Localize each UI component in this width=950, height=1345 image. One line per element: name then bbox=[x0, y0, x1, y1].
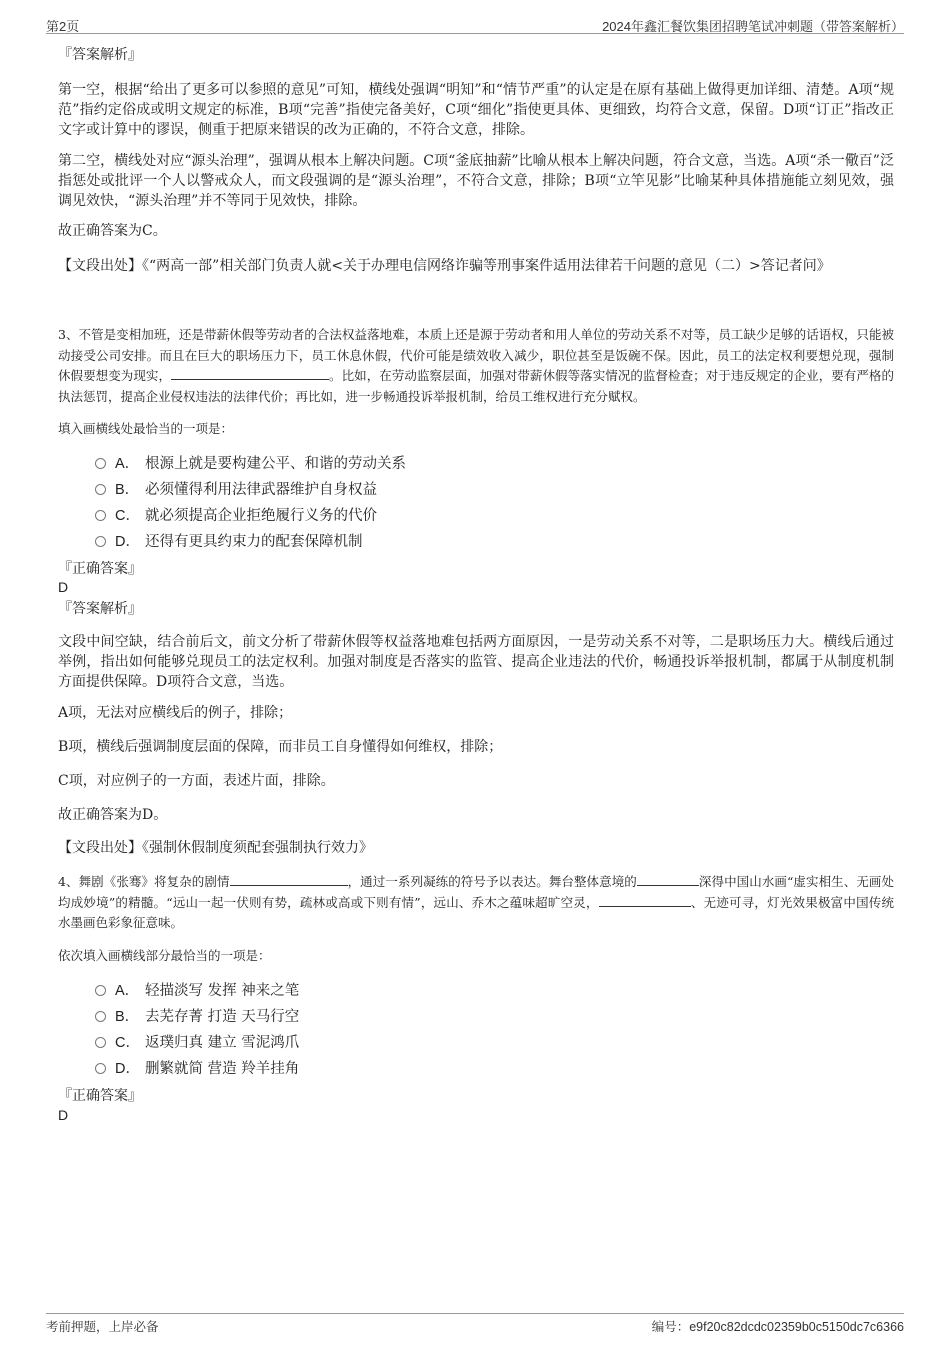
q2-analysis-label: 『答案解析』 bbox=[58, 47, 142, 63]
q4-option-d[interactable]: D． 删繁就简 营造 羚羊挂角 bbox=[95, 1059, 299, 1079]
q3-instruction: 填入画横线处最恰当的一项是： bbox=[58, 421, 234, 436]
q4-stem bbox=[58, 872, 894, 934]
q4-option-c[interactable]: C． 返璞归真 建立 雪泥鸿爪 bbox=[95, 1033, 299, 1053]
radio-icon[interactable] bbox=[95, 484, 106, 495]
page-number: 第2页 bbox=[46, 19, 80, 34]
footer-code-label: 编号： bbox=[651, 1319, 690, 1334]
q3-source: 【文段出处】《强制休假制度须配套强制执行效力》 bbox=[58, 840, 373, 856]
q4-blank-2 bbox=[637, 872, 699, 886]
q3-note-b: B项，横线后强调制度层面的保障，而非员工自身懂得如何维权，排除； bbox=[58, 739, 503, 755]
radio-icon[interactable] bbox=[95, 985, 106, 996]
q4-stem-part4: 、无迹可寻，灯光效果极富中国传统水墨画色彩象征意味。 bbox=[58, 894, 894, 930]
q4-answer-label: 『正确答案』 bbox=[58, 1088, 142, 1104]
q2-conclusion: 故正确答案为C。 bbox=[58, 223, 167, 239]
q4-answer: D bbox=[58, 1107, 69, 1123]
q3-answer: D bbox=[58, 579, 69, 595]
q3-answer-label: 『正确答案』 bbox=[58, 561, 142, 577]
footer-code bbox=[652, 1317, 904, 1335]
q4-stem-part1: 4、舞剧《张骞》将复杂的剧情 bbox=[58, 874, 230, 889]
q3-option-b[interactable]: B． 必须懂得利用法律武器维护自身权益 bbox=[95, 480, 377, 500]
q3-stem-part1: 3、不管是变相加班，还是带薪休假等劳动者的合法权益落地难，本质上还是源于劳动者和用人单位的劳动关系不对等，员工缺少足够的话语权，只能被动接受公司安排。而且在巨大的职场压力下，员工休息休假，代价可能是绩效收入减少，职位甚至是饭碗不保。因此，员工的法定权利要想兑现，强制休假要想变为现实， bbox=[58, 327, 894, 383]
footer-code-value: e9f20c82dcdc02359b0c5150dc7c6366 bbox=[689, 1320, 904, 1334]
q3-analysis-label: 『答案解析』 bbox=[58, 601, 142, 617]
q3-blank bbox=[171, 366, 329, 380]
q3-option-d[interactable]: D． 还得有更具约束力的配套保障机制 bbox=[95, 532, 363, 552]
q3-stem bbox=[58, 325, 894, 407]
q4-instruction: 依次填入画横线部分最恰当的一项是： bbox=[58, 948, 271, 963]
q4-stem-part2: ，通过一系列凝练的符号予以表达。舞台整体意境的 bbox=[347, 874, 637, 889]
q3-conclusion: 故正确答案为D。 bbox=[58, 807, 168, 823]
footer-slogan: 考前押题，上岸必备 bbox=[46, 1319, 159, 1334]
q3-analysis: 文段中间空缺，结合前后文，前文分析了带薪休假等权益落地难包括两方面原因，一是劳动关系不对等，二是职场压力大。横线后通过举例，指出如何能够兑现员工的法定权利。加强对制度是否落实的监管、提高企业违法的代价，畅通投诉举报机制，都属于从制度机制方面提供保障。D项符合文意，当选。 bbox=[58, 634, 894, 690]
radio-icon[interactable] bbox=[95, 510, 106, 521]
page-footer bbox=[46, 1313, 904, 1334]
page-header bbox=[46, 14, 904, 34]
q3-note-a: A项，无法对应横线后的例子，排除； bbox=[58, 705, 293, 721]
q4-stem-part3: 深得中国山水画“虚实相生、无画处均成妙境”的精髓。“远山一起一伏则有势，疏林或高或下则有情”，远山、乔木之蕴味超旷空灵， bbox=[58, 874, 894, 910]
q2-analysis-para1: 第一空，根据“给出了更多可以参照的意见”可知，横线处强调“明知”和“情节严重”的认定是在原有基础上做得更加详细、清楚。A项“规范”指约定俗成或明文规定的标准，B项“完善”指使完备美好，C项“细化”指使更具体、更细致，均符合文意，保留。D项“订正”指改正文字或计算中的谬误，侧重于把原来错误的改为正确的，不符合文意，排除。 bbox=[58, 82, 894, 138]
q2-source: 【文段出处】《“两高一部”相关部门负责人就<关于办理电信网络诈骗等刑事案件适用法律若干问题的意见（二）>答记者问》 bbox=[58, 258, 831, 274]
radio-icon[interactable] bbox=[95, 1011, 106, 1022]
q4-blank-3 bbox=[599, 893, 691, 907]
radio-icon[interactable] bbox=[95, 458, 106, 469]
q4-option-b[interactable]: B． 去芜存菁 打造 天马行空 bbox=[95, 1007, 299, 1027]
q4-blank-1 bbox=[230, 872, 348, 886]
q3-option-c[interactable]: C． 就必须提高企业拒绝履行义务的代价 bbox=[95, 506, 377, 526]
radio-icon[interactable] bbox=[95, 1063, 106, 1074]
q2-analysis-para2: 第二空，横线处对应“源头治理”，强调从根本上解决问题。C项“釜底抽薪”比喻从根本上解决问题，符合文意，当选。A项“杀一儆百”泛指惩处或批评一个人以警戒众人，而文段强调的是“源头治理”，不符合文意，排除；B项“立竿见影”比喻某种具体措施能立刻见效，强调见效快，“源头治理”并不等同于见效快，排除。 bbox=[58, 153, 894, 209]
q3-stem-part2: 。比如，在劳动监察层面，加强对带薪休假等落实情况的监督检查；对于违反规定的企业，要有严格的执法惩罚，提高企业侵权违法的法律代价；再比如，进一步畅通投诉举报机制，给员工维权进行充分赋权。 bbox=[58, 368, 894, 404]
q3-note-c: C项，对应例子的一方面，表述片面，排除。 bbox=[58, 773, 335, 789]
q3-option-a[interactable]: A． 根源上就是要构建公平、和谐的劳动关系 bbox=[95, 454, 406, 474]
radio-icon[interactable] bbox=[95, 536, 106, 547]
document-title: 2024年鑫汇餐饮集团招聘笔试冲刺题（带答案解析） bbox=[602, 19, 904, 34]
radio-icon[interactable] bbox=[95, 1037, 106, 1048]
q4-option-a[interactable]: A． 轻描淡写 发挥 神来之笔 bbox=[95, 981, 299, 1001]
